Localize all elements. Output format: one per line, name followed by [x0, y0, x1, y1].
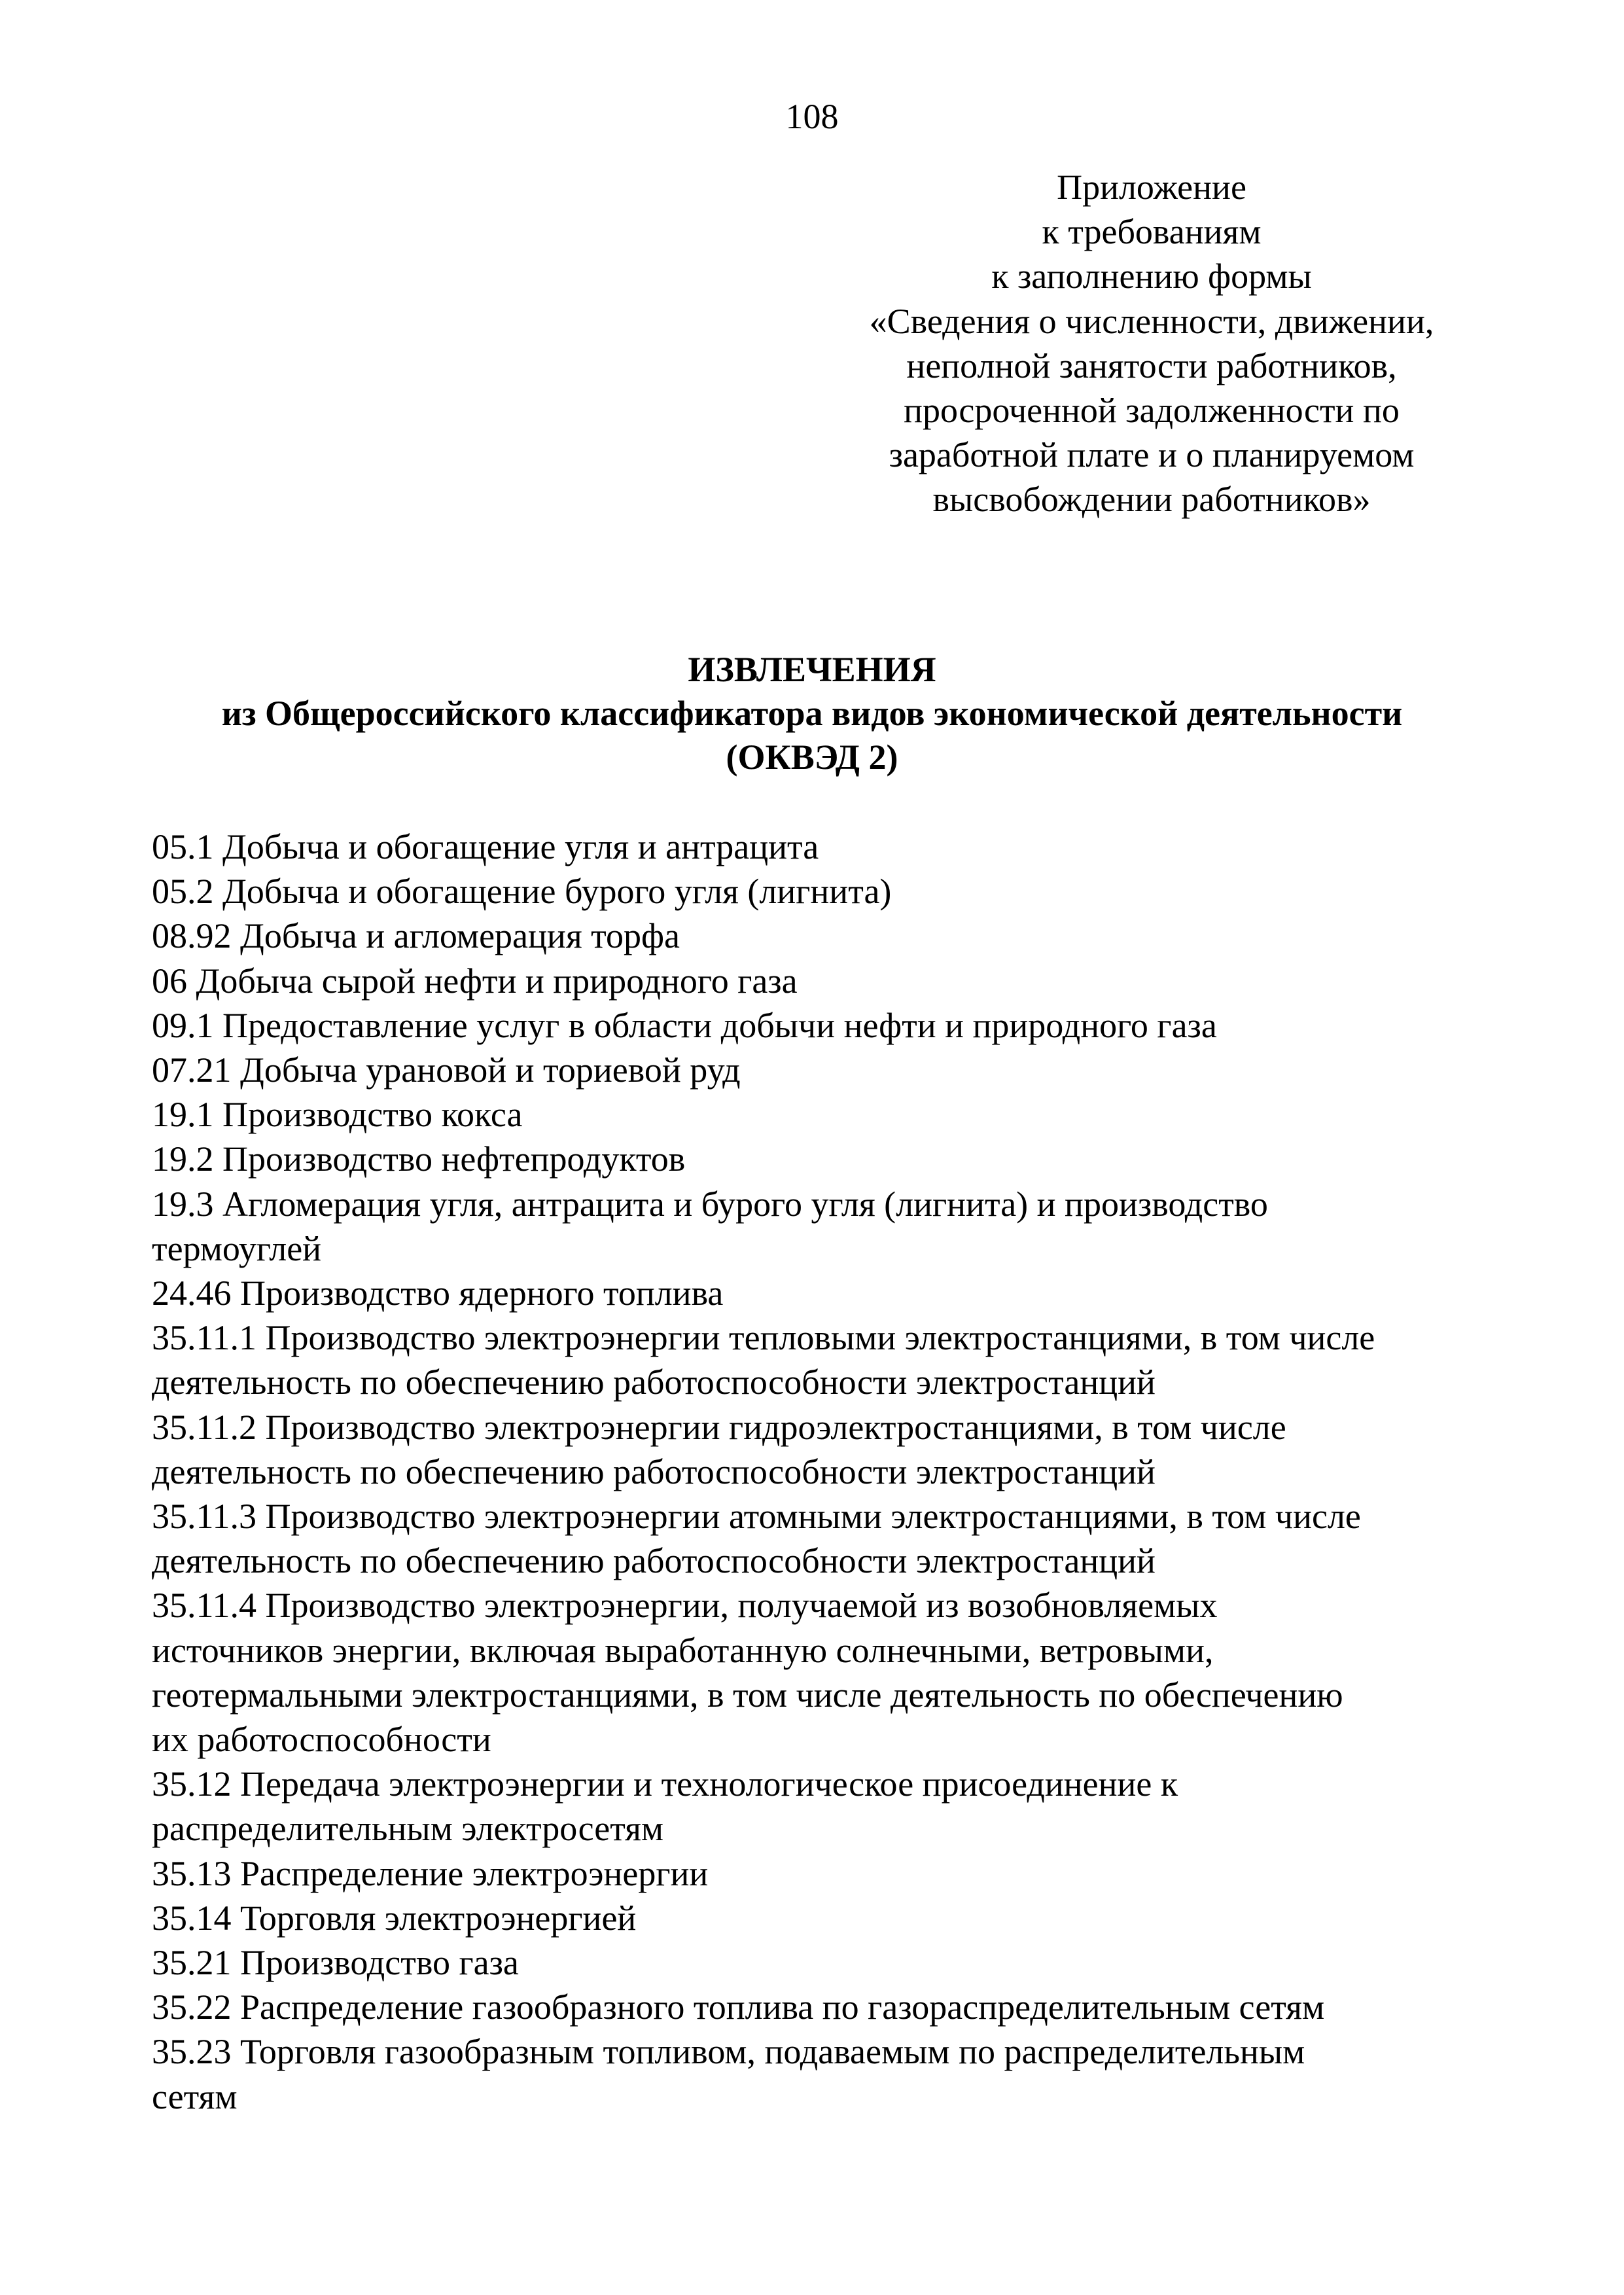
appendix-line: заработной плате и о планируемом [889, 435, 1415, 475]
entry-line: 05.1 Добыча и обогащение угля и антрацита [152, 827, 819, 866]
appendix-line: неполной занятости работников, [906, 346, 1397, 385]
document-heading [0, 648, 1624, 779]
entry-line: 35.21 Производство газа [152, 1943, 519, 1983]
entry-line: 35.13 Распределение электроэнергии [152, 1853, 709, 1893]
page-number: 108 [785, 97, 839, 136]
entry-line: 19.1 Производство кокса [152, 1095, 523, 1135]
entry-line: 35.11.3 Производство электроэнергии атомными электростанциями, в том числе [152, 1497, 1361, 1537]
entry-line: сетям [152, 2076, 238, 2116]
appendix-line: высвобождении работников» [932, 480, 1371, 520]
entry-line: термоуглей [152, 1228, 322, 1268]
appendix-note [844, 165, 1459, 522]
entry-line: 19.2 Производство нефтепродуктов [152, 1139, 686, 1179]
entry-line: 35.23 Торговля газообразным топливом, подаваемым по распределительным [152, 2032, 1305, 2072]
entry-line: их работоспособности [152, 1720, 491, 1760]
entry-line: распределительным электросетям [152, 1809, 664, 1849]
entry-line: 35.12 Передача электроэнергии и технологическое присоединение к [152, 1764, 1178, 1804]
entry-line: 24.46 Производство ядерного топлива [152, 1273, 724, 1313]
entry-line: 35.11.2 Производство электроэнергии гидроэлектростанциями, в том числе [152, 1407, 1286, 1447]
entry-line: 05.2 Добыча и обогащение бурого угля (лигнита) [152, 872, 892, 912]
entry-line: 35.11.4 Производство электроэнергии, получаемой из возобновляемых [152, 1586, 1218, 1626]
entry-line: 09.1 Предоставление услуг в области добычи нефти и природного газа [152, 1005, 1217, 1045]
appendix-line: к заполнению формы [991, 257, 1312, 296]
entry-line: 06 Добыча сырой нефти и природного газа [152, 961, 798, 1001]
entry-line: деятельность по обеспечению работоспособности электростанций [152, 1451, 1156, 1491]
entry-line: геотермальными электростанциями, в том числе деятельность по обеспечению [152, 1675, 1343, 1715]
entry-line: деятельность по обеспечению работоспособности электростанций [152, 1362, 1156, 1402]
entry-line: 08.92 Добыча и агломерация торфа [152, 916, 680, 956]
entry-line: 19.3 Агломерация угля, антрацита и бурого угля (лигнита) и производство [152, 1184, 1268, 1224]
appendix-line: к требованиям [1042, 212, 1262, 252]
entry-line: 07.21 Добыча урановой и ториевой руд [152, 1050, 741, 1090]
entry-line: источников энергии, включая выработанную солнечными, ветровыми, [152, 1630, 1214, 1670]
entry-line: 35.11.1 Производство электроэнергии тепловыми электростанциями, в том числе [152, 1318, 1375, 1358]
appendix-line: просроченной задолженности по [904, 391, 1400, 431]
heading-subtitle: из Общероссийского классификатора видов экономической деятельности [221, 694, 1403, 733]
heading-code: (ОКВЭД 2) [726, 738, 898, 777]
entry-line: деятельность по обеспечению работоспособности электростанций [152, 1541, 1156, 1581]
entry-line: 35.14 Торговля электроэнергией [152, 1898, 637, 1938]
okved-entries-list [152, 825, 1500, 2119]
heading-title: ИЗВЛЕЧЕНИЯ [688, 650, 936, 689]
entry-line: 35.22 Распределение газообразного топлива по газораспределительным сетям [152, 1987, 1325, 2027]
appendix-line: «Сведения о численности, движении, [869, 301, 1434, 341]
appendix-line: Приложение [1057, 168, 1246, 207]
